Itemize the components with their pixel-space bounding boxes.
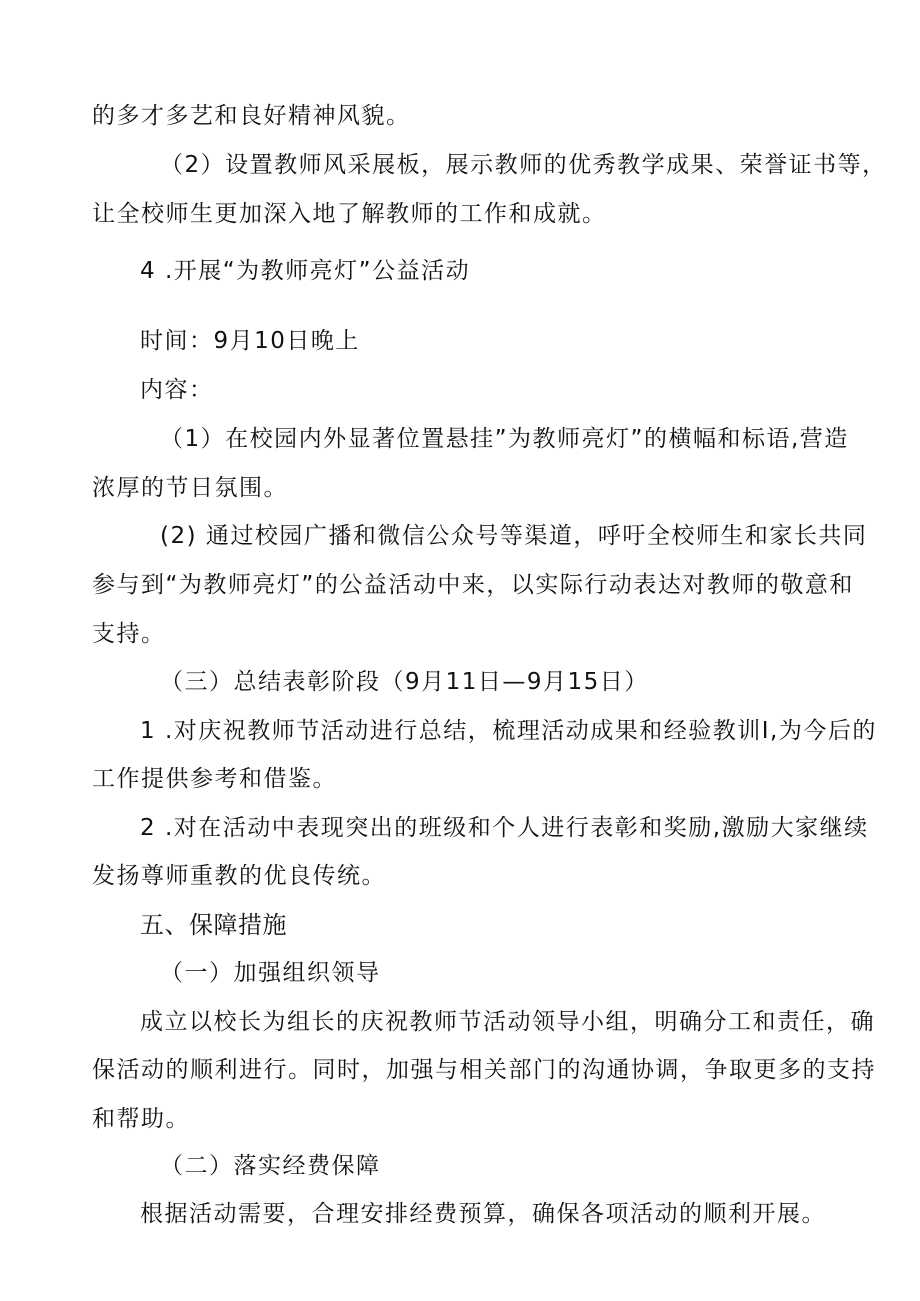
paragraph-line: 保活动的顺利进行。同时，加强与相关部门的沟通协调，争取更多的支持 [92,1057,876,1083]
paragraph-line: 和帮助。 [92,1106,190,1132]
subsection-heading: （二）落实经费保障 [160,1153,381,1179]
paragraph-line: 浓厚的节日氛围。 [92,475,288,501]
paragraph-line: 支持。 [92,621,166,647]
paragraph-line: 成立以校长为组长的庆祝教师节活动领导小组，明确分工和责任，确 [140,1009,875,1035]
section-item-heading: 4 .开展“为教师亮灯”公益活动 [140,258,471,284]
paragraph-line: 参与到“为教师亮灯”的公益活动中来，以实际行动表达对教师的敬意和 [92,572,854,598]
subsection-heading: （三）总结表彰阶段（9月11日—9月15日） [160,669,649,695]
paragraph-line: 工作提供参考和借鉴。 [92,766,337,792]
paragraph-line: 内容： [140,377,214,403]
paragraph-line: 2 .对在活动中表现突出的班级和个人进行表彰和奖励,激励大家继续 [140,815,869,841]
paragraph-line: 让全校师生更加深入地了解教师的工作和成就。 [92,201,607,227]
paragraph-line: （2）设置教师风采展板，展示教师的优秀教学成果、荣誉证书等， [160,152,887,178]
paragraph-line: 时间：9月10日晚上 [140,328,360,354]
paragraph-line: (2) 通过校园广播和微信公众号等渠道，呼吁全校师生和家长共同 [160,523,868,549]
paragraph-line: 发扬尊师重教的优良传统。 [92,863,386,889]
paragraph-line: 的多才多艺和良好精神风貌。 [92,103,411,129]
paragraph-line: 1 .对庆祝教师节活动进行总结，梳理活动成果和经验教训I,为今后的 [140,718,877,744]
paragraph-line: 根据活动需要，合理安排经费预算，确保各项活动的顺利开展。 [140,1201,826,1227]
section-heading: 五、保障措施 [140,911,287,939]
subsection-heading: （一）加强组织领导 [160,960,381,986]
paragraph-line: （1）在校园内外显著位置悬挂”为教师亮灯”的横幅和标语,营造 [160,426,849,452]
